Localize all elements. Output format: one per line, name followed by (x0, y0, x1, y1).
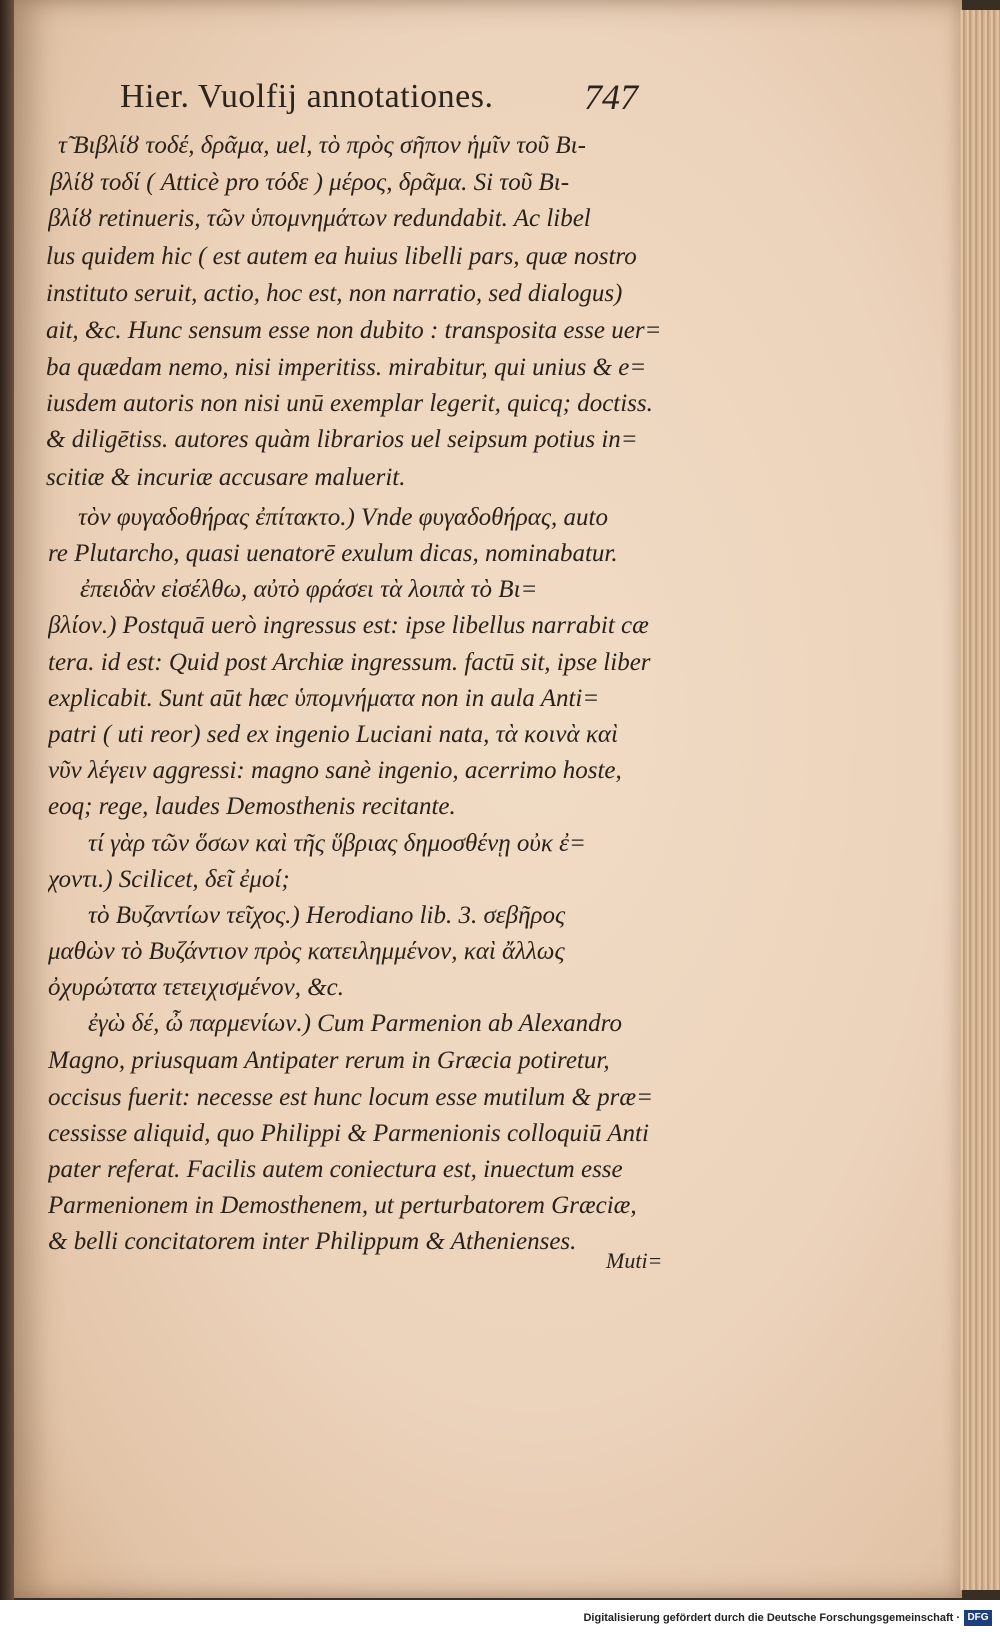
text-line: ἐπειδὰν εἰσέλθω, αὐτὸ φράσει τὰ λοιπὰ τὸ Βι= (80, 576, 538, 603)
text-line: scitiæ & incuriæ accusare maluerit. (46, 464, 406, 491)
text-line: ait, &c. Hunc sensum esse non dubito : transposita esse uer= (46, 317, 662, 344)
dfg-logo: DFG (964, 1610, 992, 1626)
page-number: 747 (584, 77, 638, 117)
text-line: βλίȣ retinueris, τῶν ὑπομνημάτων redundabit. Ac libel (48, 205, 591, 232)
text-line: τί γὰρ τῶν ὅσων καὶ τῆς ὕβριας δημοσθένῃ οὐκ ἐ= (88, 830, 586, 857)
text-line: βλίȣ τοδί ( Atticè pro τόδε ) μέρος, δρᾶμα. Si τοῦ Βι- (50, 169, 570, 196)
text-line: pater referat. Facilis autem coniectura est, inuectum esse (48, 1156, 623, 1183)
text-line: ba quædam nemo, nisi imperitiss. mirabitur, qui unius & e= (46, 354, 647, 381)
text-line: instituto seruit, actio, hoc est, non narratio, sed dialogus) (46, 280, 623, 307)
text-line: τ̃ Βιβλίȣ τοδέ, δρᾶμα, uel, τὸ πρὸς σῆπον ἡμῖν τοῦ Βι- (58, 132, 586, 159)
digitization-footer (0, 1600, 1000, 1634)
text-line: Parmenionem in Demosthenem, ut perturbatorem Græciæ, (48, 1192, 637, 1219)
text-line: occisus fuerit: necesse est hunc locum esse mutilum & præ= (48, 1084, 653, 1111)
text-line: τὸ Βυζαντίων τεῖχος.) Herodiano lib. 3. σεβῆρος (88, 902, 566, 929)
text-line: βλίον.) Postquā uerò ingressus est: ipse libellus narrabit cæ (48, 612, 649, 639)
text-line: & belli concitatorem inter Philippum & Athenienses. (48, 1228, 577, 1255)
text-line: τὸν φυγαδοθήρας ἐπίτακτο.) Vnde φυγαδοθήρας, auto (78, 504, 608, 531)
text-line: ἐγὼ δέ, ὦ παρμενίων.) Cum Parmenion ab Alexandro (88, 1010, 622, 1037)
text-line: Magno, priusquam Antipater rerum in Græcia potiretur, (48, 1047, 610, 1074)
text-line: μαθὼν τὸ Βυζάντιον πρὸς κατειλημμένον, καὶ ἄλλως (48, 938, 565, 965)
text-line: νῦν λέγειν aggressi: magno sanè ingenio, acerrimo hoste, (48, 757, 622, 784)
text-line: explicabit. Sunt aūt hæc ὑπομνήματα non in aula Anti= (48, 685, 600, 712)
running-head: Hier. Vuolfij annotationes. (120, 78, 494, 115)
text-line: eoq; rege, laudes Demosthenis recitante. (48, 793, 456, 820)
text-line: χοντι.) Scilicet, δεῖ ἐμοί; (48, 866, 290, 893)
text-line: tera. id est: Quid post Archiæ ingressum. factū sit, ipse liber (48, 649, 651, 676)
text-line: & diligētiss. autores quàm librarios uel seipsum potius in= (46, 426, 638, 453)
text-line: patri ( uti reor) sed ex ingenio Luciani nata, τὰ κοινὰ καὶ (48, 721, 618, 748)
funding-credit: Digitalisierung gefördert durch die Deutsche Forschungsgemeinschaft · (583, 1612, 960, 1624)
text-line: ὀχυρώτατα τετειχισμένον, &c. (48, 974, 345, 1001)
text-line: re Plutarcho, quasi uenatorē exulum dicas, nominabatur. (48, 540, 618, 567)
text-line: iusdem autoris non nisi unū exemplar legerit, quicq; doctiss. (46, 390, 653, 417)
text-line: lus quidem hic ( est autem ea huius libelli pars, quæ nostro (46, 243, 637, 270)
catchword: Muti= (606, 1248, 663, 1273)
text-line: cessisse aliquid, quo Philippi & Parmenionis colloquiū Anti (48, 1120, 649, 1147)
